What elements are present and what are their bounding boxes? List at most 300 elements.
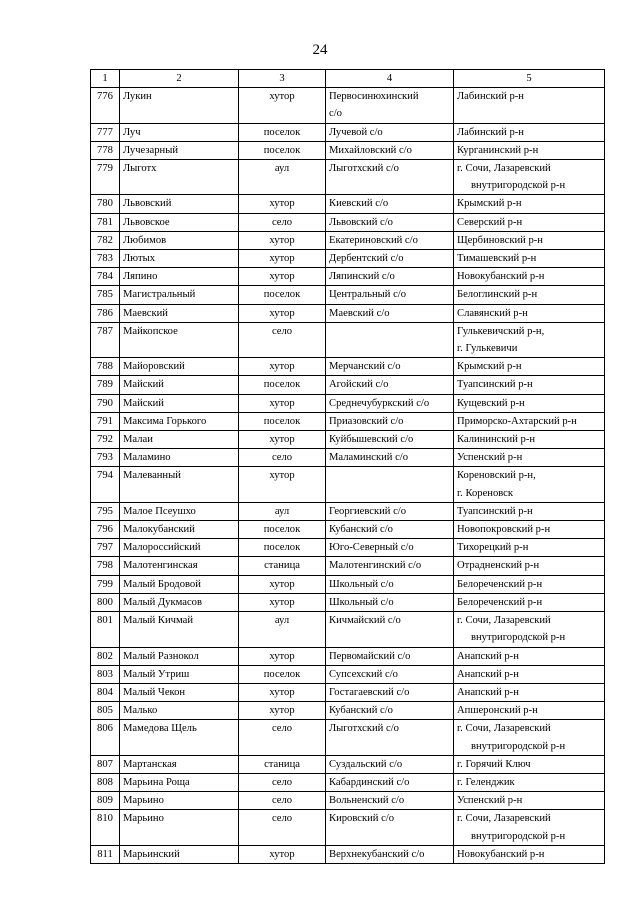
table-row [91, 431, 605, 449]
row-number: 811 [91, 845, 120, 863]
settlement-name: Малый Чекон [120, 683, 239, 701]
rural-council-cell [326, 557, 454, 575]
rural-council-cell [326, 250, 454, 268]
district-line: Успенский р-н [457, 452, 523, 464]
rural-council-line: Мерчанский с/о [329, 361, 401, 373]
district-cell [454, 702, 605, 720]
row-number: 804 [91, 683, 120, 701]
rural-council-cell [326, 683, 454, 701]
district-cell [454, 376, 605, 394]
rural-council-line: Суздальский с/о [329, 758, 403, 770]
row-number: 786 [91, 304, 120, 322]
rural-council-cell [326, 123, 454, 141]
district-line: внутригородской р-н [471, 632, 566, 644]
settlement-name: Малое Псеушхо [120, 502, 239, 520]
table-row [91, 593, 605, 611]
district-cell [454, 467, 605, 502]
rural-council-cell [326, 231, 454, 249]
row-number: 783 [91, 250, 120, 268]
settlement-type: поселок [239, 665, 326, 683]
row-number: 788 [91, 358, 120, 376]
district-line: г. Кореновск [457, 487, 514, 499]
rural-council-line: Лучевой с/о [329, 126, 383, 138]
settlement-type: село [239, 720, 326, 755]
table-row [91, 141, 605, 159]
settlement-name: Малый Разнокол [120, 647, 239, 665]
table-row [91, 557, 605, 575]
row-number: 803 [91, 665, 120, 683]
district-line: Крымский р-н [457, 198, 522, 210]
district-line: Курганинский р-н [457, 144, 539, 156]
table-row [91, 322, 605, 357]
district-cell [454, 195, 605, 213]
row-number: 801 [91, 612, 120, 647]
rural-council-line: с/о [329, 108, 342, 120]
rural-council-cell [326, 304, 454, 322]
settlement-name: Малороссийский [120, 539, 239, 557]
table-row [91, 683, 605, 701]
settlement-type: хутор [239, 231, 326, 249]
table-row [91, 449, 605, 467]
table-row [91, 810, 605, 845]
district-line: Гулькевичский р-н, [457, 325, 545, 337]
rural-council-line: Кичмайский с/о [329, 615, 401, 627]
district-cell [454, 268, 605, 286]
district-line: Новокубанский р-н [457, 848, 545, 860]
district-cell [454, 394, 605, 412]
district-line: Тимашевский р-н [457, 253, 537, 265]
rural-council-line [329, 467, 450, 484]
rural-council-line: Кировский с/о [329, 813, 395, 825]
rural-council-cell [326, 213, 454, 231]
rural-council-line: Лыготхский с/о [329, 163, 399, 175]
rural-council-cell [326, 394, 454, 412]
rural-council-cell [326, 792, 454, 810]
settlement-type: село [239, 810, 326, 845]
district-line: Лабинский р-н [457, 91, 524, 103]
table-row [91, 88, 605, 123]
rural-council-cell [326, 720, 454, 755]
table-row [91, 195, 605, 213]
table-row [91, 502, 605, 520]
page-number: 24 [312, 42, 328, 58]
rural-council-line: Малотенгинский с/о [329, 560, 422, 572]
settlement-name: Маевский [120, 304, 239, 322]
table-row [91, 521, 605, 539]
settlement-type: село [239, 322, 326, 357]
settlement-name: Майоровский [120, 358, 239, 376]
settlement-name: Малый Утриш [120, 665, 239, 683]
rural-council-cell [326, 702, 454, 720]
settlement-name: Магистральный [120, 286, 239, 304]
settlement-name: Майкопское [120, 322, 239, 357]
settlement-name: Лукин [120, 88, 239, 123]
district-line: Туапсинский р-н [457, 379, 533, 391]
district-line: внутригородской р-н [471, 830, 566, 842]
settlement-name: Львовское [120, 213, 239, 231]
rural-council-line: Дербентский с/о [329, 253, 404, 265]
rural-council-cell [326, 358, 454, 376]
district-cell [454, 539, 605, 557]
district-line: Анапский р-н [457, 668, 519, 680]
settlement-name: Мамедова Щель [120, 720, 239, 755]
rural-council-cell [326, 286, 454, 304]
rural-council-cell [326, 412, 454, 430]
district-cell [454, 593, 605, 611]
rural-council-line: Георгиевский с/о [329, 505, 407, 517]
district-cell [454, 845, 605, 863]
district-line: Кущевский р-н [457, 397, 525, 409]
column-header-4: 4 [326, 70, 454, 88]
row-number: 809 [91, 792, 120, 810]
district-cell [454, 322, 605, 357]
row-number: 777 [91, 123, 120, 141]
settlement-type: хутор [239, 593, 326, 611]
rural-council-line: Кабардинский с/о [329, 776, 410, 788]
settlement-name: Мартанская [120, 755, 239, 773]
district-cell [454, 304, 605, 322]
district-cell [454, 449, 605, 467]
district-line: внутригородской р-н [471, 180, 566, 192]
district-cell [454, 286, 605, 304]
district-cell [454, 792, 605, 810]
settlement-type: хутор [239, 88, 326, 123]
rural-council-cell [326, 647, 454, 665]
rural-council-line: Киевский с/о [329, 198, 389, 210]
rural-council-line: Львовский с/о [329, 216, 393, 228]
row-number: 802 [91, 647, 120, 665]
rural-council-cell [326, 755, 454, 773]
settlement-name: Майский [120, 376, 239, 394]
row-number: 789 [91, 376, 120, 394]
row-number: 787 [91, 322, 120, 357]
table-row [91, 665, 605, 683]
rural-council-line: Центральный с/о [329, 289, 407, 301]
district-cell [454, 160, 605, 195]
district-line: Кореновский р-н, [457, 470, 536, 482]
table-row [91, 123, 605, 141]
row-number: 795 [91, 502, 120, 520]
row-number: 810 [91, 810, 120, 845]
rural-council-line [329, 323, 450, 340]
table-row [91, 647, 605, 665]
district-cell [454, 213, 605, 231]
settlement-type: поселок [239, 412, 326, 430]
settlement-type: село [239, 449, 326, 467]
row-number: 797 [91, 539, 120, 557]
row-number: 808 [91, 773, 120, 791]
row-number: 794 [91, 467, 120, 502]
settlement-name: Максима Горького [120, 412, 239, 430]
district-cell [454, 612, 605, 647]
settlement-name: Лучезарный [120, 141, 239, 159]
rural-council-cell [326, 322, 454, 357]
district-line: Тихорецкий р-н [457, 542, 529, 554]
district-line: Туапсинский р-н [457, 505, 533, 517]
district-cell [454, 250, 605, 268]
district-line: Новокубанский р-н [457, 271, 545, 283]
table-header [91, 70, 605, 88]
district-line: г. Сочи, Лазаревский [457, 163, 551, 175]
rural-council-cell [326, 195, 454, 213]
settlement-name: Любимов [120, 231, 239, 249]
row-number: 776 [91, 88, 120, 123]
district-line: г. Горячий Ключ [457, 758, 531, 770]
row-number: 785 [91, 286, 120, 304]
rural-council-line: Первосинюхинский [329, 91, 419, 103]
district-cell [454, 683, 605, 701]
settlement-type: аул [239, 612, 326, 647]
table-row [91, 231, 605, 249]
settlement-type: аул [239, 160, 326, 195]
settlement-type: село [239, 773, 326, 791]
settlement-name: Малый Дукмасов [120, 593, 239, 611]
table-row [91, 845, 605, 863]
district-line: Новопокровский р-н [457, 524, 551, 536]
settlement-type: поселок [239, 521, 326, 539]
rural-council-line: Куйбышевский с/о [329, 434, 414, 446]
district-cell [454, 720, 605, 755]
district-line: внутригородской р-н [471, 740, 566, 752]
settlement-type: хутор [239, 358, 326, 376]
rural-council-cell [326, 376, 454, 394]
table-row [91, 539, 605, 557]
settlement-name: Малотенгинская [120, 557, 239, 575]
district-cell [454, 412, 605, 430]
district-line: Анапский р-н [457, 686, 519, 698]
settlements-table [90, 69, 605, 864]
district-line: Лабинский р-н [457, 126, 524, 138]
settlement-name: Лыготх [120, 160, 239, 195]
settlement-type: станица [239, 557, 326, 575]
settlement-type: хутор [239, 195, 326, 213]
district-cell [454, 557, 605, 575]
district-line: Белоглинский р-н [457, 289, 538, 301]
rural-council-line: Лыготхский с/о [329, 723, 399, 735]
rural-council-cell [326, 431, 454, 449]
district-line: Приморско-Ахтарский р-н [457, 415, 577, 427]
settlement-type: хутор [239, 431, 326, 449]
district-line: г. Гулькевичи [457, 343, 518, 355]
district-line: Северский р-н [457, 216, 523, 228]
table-row [91, 773, 605, 791]
rural-council-line: Ляпинский с/о [329, 271, 395, 283]
rural-council-line: Маевский с/о [329, 307, 390, 319]
row-number: 793 [91, 449, 120, 467]
row-number: 799 [91, 575, 120, 593]
district-cell [454, 665, 605, 683]
settlement-type: поселок [239, 539, 326, 557]
table-row [91, 286, 605, 304]
settlement-name: Марьино [120, 792, 239, 810]
table-row [91, 250, 605, 268]
rural-council-line: Кубанский с/о [329, 524, 393, 536]
table-row [91, 575, 605, 593]
table-row [91, 268, 605, 286]
rural-council-cell [326, 773, 454, 791]
row-number: 800 [91, 593, 120, 611]
rural-council-cell [326, 575, 454, 593]
district-cell [454, 231, 605, 249]
settlement-name: Марьино [120, 810, 239, 845]
district-line: г. Сочи, Лазаревский [457, 813, 551, 825]
row-number: 782 [91, 231, 120, 249]
table-body [91, 88, 605, 864]
district-line: Отрадненский р-н [457, 560, 540, 572]
column-header-5: 5 [454, 70, 605, 88]
district-cell [454, 521, 605, 539]
district-line: г. Геленджик [457, 776, 515, 788]
column-header-2: 2 [120, 70, 239, 88]
settlement-name: Малаи [120, 431, 239, 449]
row-number: 781 [91, 213, 120, 231]
settlement-type: поселок [239, 141, 326, 159]
rural-council-line: Среднечубуркский с/о [329, 397, 430, 409]
settlement-type: хутор [239, 647, 326, 665]
rural-council-cell [326, 160, 454, 195]
row-number: 805 [91, 702, 120, 720]
row-number: 792 [91, 431, 120, 449]
settlement-type: хутор [239, 702, 326, 720]
table-row [91, 376, 605, 394]
rural-council-cell [326, 665, 454, 683]
table-row [91, 612, 605, 647]
settlement-type: хутор [239, 304, 326, 322]
rural-council-cell [326, 467, 454, 502]
settlement-type: хутор [239, 250, 326, 268]
settlement-name: Малый Кичмай [120, 612, 239, 647]
settlement-type: хутор [239, 268, 326, 286]
settlement-type: хутор [239, 394, 326, 412]
rural-council-line: Супсехский с/о [329, 668, 398, 680]
settlement-name: Луч [120, 123, 239, 141]
district-cell [454, 575, 605, 593]
row-number: 806 [91, 720, 120, 755]
row-number: 780 [91, 195, 120, 213]
column-header-3: 3 [239, 70, 326, 88]
district-cell [454, 502, 605, 520]
district-line: Славянский р-н [457, 307, 528, 319]
table-row [91, 792, 605, 810]
table-row [91, 755, 605, 773]
row-number: 791 [91, 412, 120, 430]
district-line: Калининский р-н [457, 434, 536, 446]
rural-council-cell [326, 141, 454, 159]
rural-council-line: Школьный с/о [329, 596, 394, 608]
district-cell [454, 123, 605, 141]
settlement-type: хутор [239, 467, 326, 502]
settlement-name: Марьинский [120, 845, 239, 863]
rural-council-line: Екатериновский с/о [329, 234, 418, 246]
table-row [91, 720, 605, 755]
rural-council-cell [326, 539, 454, 557]
district-line: г. Сочи, Лазаревский [457, 723, 551, 735]
district-line: Белореченский р-н [457, 596, 543, 608]
table-row [91, 412, 605, 430]
rural-council-cell [326, 845, 454, 863]
table-row [91, 213, 605, 231]
table-row [91, 358, 605, 376]
table-row [91, 702, 605, 720]
rural-council-cell [326, 521, 454, 539]
district-cell [454, 358, 605, 376]
district-cell [454, 755, 605, 773]
rural-council-line: Маламинский с/о [329, 452, 409, 464]
settlement-type: хутор [239, 845, 326, 863]
table-row [91, 160, 605, 195]
settlement-type: поселок [239, 286, 326, 304]
rural-council-line: Юго-Северный с/о [329, 542, 414, 554]
rural-council-line: Михайловский с/о [329, 144, 412, 156]
district-line: Крымский р-н [457, 361, 522, 373]
row-number: 807 [91, 755, 120, 773]
rural-council-cell [326, 612, 454, 647]
district-cell [454, 647, 605, 665]
rural-council-line: Школьный с/о [329, 578, 394, 590]
rural-council-cell [326, 593, 454, 611]
settlement-type: станица [239, 755, 326, 773]
settlement-name: Малько [120, 702, 239, 720]
district-line: Апшеронский р-н [457, 705, 538, 717]
settlement-name: Майский [120, 394, 239, 412]
row-number: 784 [91, 268, 120, 286]
settlement-name: Малокубанский [120, 521, 239, 539]
table-row [91, 467, 605, 502]
rural-council-cell [326, 449, 454, 467]
district-line: Щербиновский р-н [457, 234, 543, 246]
settlement-type: поселок [239, 376, 326, 394]
district-cell [454, 810, 605, 845]
district-cell [454, 431, 605, 449]
settlement-type: хутор [239, 683, 326, 701]
settlement-type: хутор [239, 575, 326, 593]
settlement-type: аул [239, 502, 326, 520]
header-row [91, 70, 605, 88]
table-row [91, 304, 605, 322]
rural-council-line: Гостагаевский с/о [329, 686, 410, 698]
rural-council-line: Верхнекубанский с/о [329, 848, 425, 860]
settlement-name: Львовский [120, 195, 239, 213]
district-line: Успенский р-н [457, 795, 523, 807]
district-cell [454, 141, 605, 159]
rural-council-line: Кубанский с/о [329, 705, 393, 717]
rural-council-cell [326, 88, 454, 123]
column-header-1: 1 [91, 70, 120, 88]
rural-council-line: Вольненский с/о [329, 795, 405, 807]
settlement-name: Лютых [120, 250, 239, 268]
rural-council-cell [326, 502, 454, 520]
settlement-type: село [239, 213, 326, 231]
rural-council-cell [326, 268, 454, 286]
district-line: Анапский р-н [457, 650, 519, 662]
district-cell [454, 88, 605, 123]
row-number: 779 [91, 160, 120, 195]
rural-council-line: Приазовский с/о [329, 415, 404, 427]
settlement-name: Малый Бродовой [120, 575, 239, 593]
row-number: 798 [91, 557, 120, 575]
settlement-type: село [239, 792, 326, 810]
settlement-type: поселок [239, 123, 326, 141]
row-number: 778 [91, 141, 120, 159]
district-line: Белореченский р-н [457, 578, 543, 590]
settlement-name: Ляпино [120, 268, 239, 286]
table-row [91, 394, 605, 412]
settlement-name: Малеванный [120, 467, 239, 502]
rural-council-cell [326, 810, 454, 845]
rural-council-line: Агойский с/о [329, 379, 389, 391]
rural-council-line: Первомайский с/о [329, 650, 411, 662]
row-number: 796 [91, 521, 120, 539]
